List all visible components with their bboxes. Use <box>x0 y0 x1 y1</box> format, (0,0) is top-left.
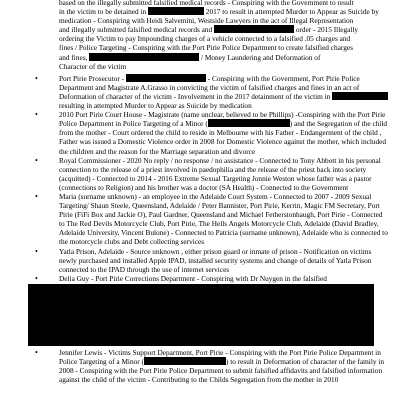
item-text: Royal Commissioner - 2020 No reply / no response / no assistance - Connected to Tony Abbott in his personal connection to the release of a priest involved in paedophilia and the release of the priest back into society (acquitted) - Connected to 2014 - 2016 Extreme Sexual Targeting Jonnie Weston whose father was a pastor (connections to Religion) and his brother was a doctor (SA Health) - Connected to the Government <box>59 155 381 192</box>
text-line: in the victim to be detained in <box>59 7 147 17</box>
list-item <box>59 274 389 283</box>
item-text: - Conspiring with the Government, Port Pirie Police Department and Magistrate A.Grasso in convicting the victim of falsified charges and fines in an act of Deformation of character of the victim - Involvement in the 2017 detainment of the victim in <box>59 73 360 101</box>
text-line: based on the illegally submitted falsified medical records - Conspiring with the Government to result <box>59 0 354 7</box>
redaction-bar <box>332 92 388 100</box>
text-line: / Money Laundering and Deformation of <box>201 52 321 62</box>
redaction-bar <box>208 119 290 127</box>
text-line: order - 2015 Illegally <box>295 25 359 35</box>
list-item <box>59 156 389 192</box>
list-item <box>59 247 389 274</box>
item-text: Delia Guy - Port Pirie Corrections Department - Conspiring with Dr Nuygen in the falsified <box>59 273 327 283</box>
bullet-list <box>0 348 400 384</box>
text-line: fines / Police Targeting - Conspiring with the Port Pirie Police Department to create falsified charges <box>59 43 353 53</box>
continuation-paragraph <box>59 0 389 71</box>
item-text: Jennifer Lewis - Victims Support Department, Port Pirie - Conspiring with the Port Pirie Police Department in Police Targeting of a Minor ( <box>59 347 381 366</box>
item-text: Port Pirie Prosecutor - <box>59 73 125 83</box>
item-text: ) to result in Deformation of character of the family in 2008 - Conspiring with the Port Pirie Police Department to submit falsified affidavits and falsified information against the child of the victim - Contributing to the Childs Segregation from the mother in 2010 <box>59 357 384 385</box>
redaction-bar <box>89 53 199 61</box>
item-text: 2010 Port Pirie Court House - Magistrate (name unclear, believed to be Phillips) -Conspiring with the Port Pirie Police Department in Police Targeting of a Minor ( <box>59 110 386 129</box>
text-line: Character of the victim <box>59 61 127 71</box>
text-line: and illegally submitted falsified medical records and <box>59 25 213 35</box>
item-text: Maria (surname unknown) - an employee in the Adelaide Court System - Connected to 2007 - 2009 Sexual Targeting/ Shaun Steele, Queensland, Adelaide / Peter Bannister, Port Pirie, Kerrin, Magic FM Secretary, Port Pirie (FiFi Box and Jackie O), Paul Gardner, Queensland and Michael Fetherstonhaugh, Port Pirie - Connected to The Red Devils Motorcycle Club, Port Pirie, The Hells Angels Motorcycle Club, Adelaide (David Bradley, Adelaide University, Vincent Bulone) - Connected to Patricia (surname unknown), Adelaide who is connected to the motorcycle clubs and Debt collecting services <box>59 191 388 247</box>
list-item <box>59 74 389 110</box>
list-item <box>59 192 389 247</box>
list-item <box>59 348 389 384</box>
item-text: resulting in attempted Murder to Appear as Suicide by medication <box>59 101 252 111</box>
bullet-list <box>0 74 400 283</box>
redaction-bar <box>148 7 204 15</box>
text-line: 2017 to result in attempted Murder to Appear as Suicide by <box>205 7 379 17</box>
text-line: ordering the Victim to pay Impounding charges of a vehicle connected to a falsified .05 charges and <box>59 34 351 44</box>
redaction-block <box>28 284 374 346</box>
item-text: Yatla Prison, Adelaide - Source unknown , either prison guard or inmate of prison - Notification on victims newly purchased and installed Apple IPAD, installed security systems and change of details of Yatla Prison connected to the IPAD through the use of internet services <box>59 246 372 274</box>
list-item <box>59 110 389 155</box>
redaction-bar <box>144 357 226 365</box>
redaction-bar <box>126 74 206 82</box>
text-line: and fines, <box>59 52 88 62</box>
item-text: ) and the Segregation of the child from the mother - Court ordered the child to reside in Melbourne with his Father - Endangerment of the child , Father was issued a Domestic Violence order in 2008 for Domestic Violence against the mother, which included the children and the reason for the Marriage separation and divorce <box>59 119 388 156</box>
redaction-bar <box>214 25 294 33</box>
text-line: medication - Conspiring with Heidi Salvemini, Westside Lawyers in the act of Illegal Representation <box>59 16 354 26</box>
